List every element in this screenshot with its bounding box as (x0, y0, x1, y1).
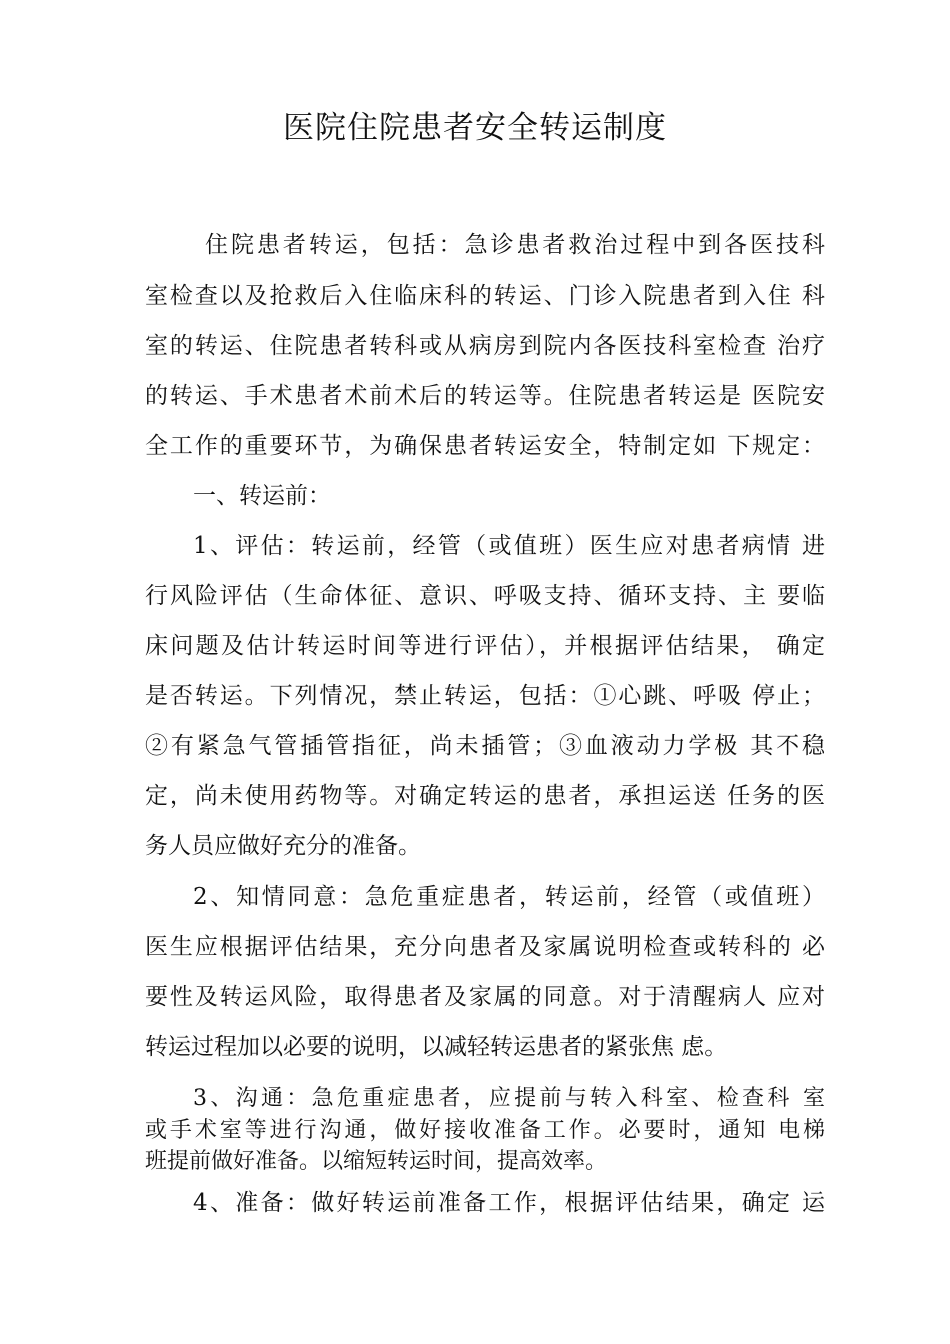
section-heading: 一、转运前： (193, 483, 331, 509)
paragraph-line: 住院患者转运，包括：急诊患者救治过程中到各医技科 (205, 232, 825, 258)
paragraph-line: 3、沟通：急危重症患者，应提前与转入科室、检查科 室 (193, 1086, 825, 1111)
paragraph-line: 全工作的重要环节，为确保患者转运安全，特制定如 下规定： (145, 433, 825, 459)
paragraph-line: ②有紧急气管插管指征，尚未插管；③血液动力学极 其不稳 (145, 733, 825, 759)
paragraph-line: 转运过程加以必要的说明，以减轻转运患者的紧张焦 虑。 (145, 1034, 728, 1060)
paragraph-line: 或手术室等进行沟通，做好接收准备工作。必要时，通知 电梯 (145, 1118, 825, 1143)
paragraph-line: 医生应根据评估结果，充分向患者及家属说明检查或转科的 必 (145, 934, 825, 960)
paragraph-line: 室检查以及抢救后入住临床科的转运、门诊入院患者到入住 科 (145, 283, 825, 309)
paragraph-line: 要性及转运风险，取得患者及家属的同意。对于清醒病人 应对 (145, 984, 825, 1010)
paragraph-line: 行风险评估（生命体征、意识、呼吸支持、循环支持、主 要临 (145, 583, 825, 609)
paragraph-line: 务人员应做好充分的准备。 (145, 833, 421, 859)
paragraph-line: 的转运、手术患者术前术后的转运等。住院患者转运是 医院安 (145, 383, 825, 409)
paragraph-line: 班提前做好准备。以缩短转运时间，提高效率。 (145, 1149, 608, 1174)
paragraph-line: 是否转运。下列情况，禁止转运，包括：①心跳、呼吸 停止； (145, 683, 825, 709)
paragraph-line: 1、评估：转运前，经管（或值班）医生应对患者病情 进 (193, 533, 825, 559)
paragraph-line: 床问题及估计转运时间等进行评估），并根据评估结果， 确定 (145, 633, 825, 659)
paragraph-line: 2、知情同意：急危重症患者，转运前，经管（或值班） (193, 884, 825, 910)
paragraph-line: 定，尚未使用药物等。对确定转运的患者，承担运送 任务的医 (145, 783, 825, 809)
paragraph-line: 4、准备：做好转运前准备工作，根据评估结果，确定 运 (193, 1190, 825, 1216)
page-title: 医院住院患者安全转运制度 (283, 110, 667, 146)
paragraph-line: 室的转运、住院患者转科或从病房到院内各医技科室检查 治疗 (145, 333, 825, 359)
